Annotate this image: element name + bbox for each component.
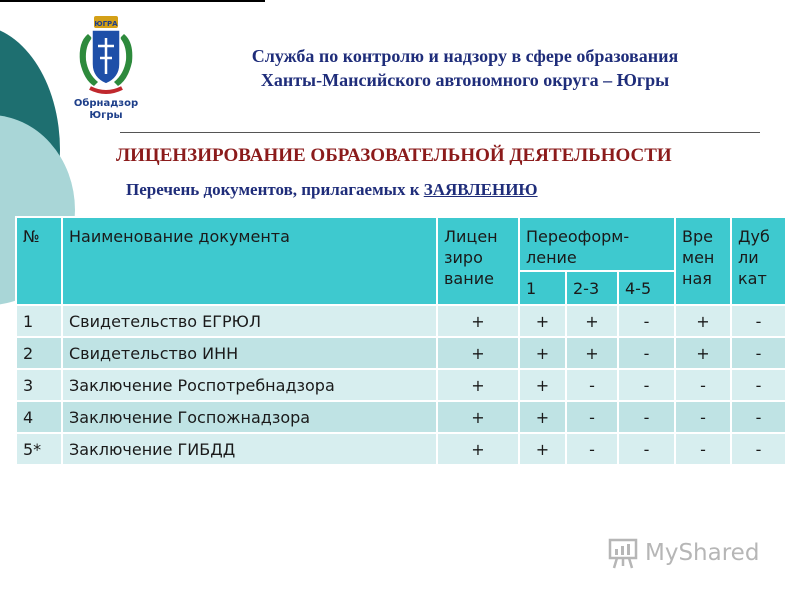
cell-licensing: +	[437, 305, 519, 337]
cell-reissue-4-5: -	[618, 433, 675, 465]
header-name: Наименование документа	[62, 217, 437, 305]
row-name: Заключение Госпожнадзора	[62, 401, 437, 433]
cell-reissue-4-5: -	[618, 369, 675, 401]
cell-reissue-4-5: -	[618, 305, 675, 337]
cell-reissue-2-3: +	[566, 337, 618, 369]
row-num: 4	[16, 401, 62, 433]
table-row	[16, 337, 786, 369]
cell-reissue-1: +	[519, 305, 566, 337]
table-row	[16, 305, 786, 337]
logo-caption-line1: Обрнадзор	[73, 98, 139, 109]
cell-reissue-2-3: -	[566, 401, 618, 433]
cell-licensing: +	[437, 337, 519, 369]
presentation-board-icon	[607, 536, 641, 570]
cell-duplicate: -	[731, 337, 786, 369]
subtitle-text: Перечень документов, прилагаемых к	[126, 180, 424, 199]
emblem-label: ЮГРА	[94, 20, 118, 28]
header-num: №	[16, 217, 62, 305]
row-num: 3	[16, 369, 62, 401]
cell-duplicate: -	[731, 305, 786, 337]
header-duplicate: Дуб ли кат	[731, 217, 786, 305]
logo	[66, 12, 146, 124]
row-name: Свидетельство ИНН	[62, 337, 437, 369]
cell-temporary: -	[675, 401, 731, 433]
header-reissue-sub-4-5: 4-5	[618, 271, 675, 305]
header-reissue: Переоформ-ление	[519, 217, 675, 271]
table-row	[16, 401, 786, 433]
page-title: ЛИЦЕНЗИРОВАНИЕ ОБРАЗОВАТЕЛЬНОЙ ДЕЯТЕЛЬНОСТИ	[116, 145, 672, 166]
cell-temporary: -	[675, 369, 731, 401]
header-temporary: Вре мен ная	[675, 217, 731, 305]
row-num: 1	[16, 305, 62, 337]
row-name: Заключение Роспотребнадзора	[62, 369, 437, 401]
header-reissue-sub-2-3: 2-3	[566, 271, 618, 305]
cell-reissue-1: +	[519, 369, 566, 401]
cell-reissue-2-3: +	[566, 305, 618, 337]
cell-reissue-2-3: -	[566, 433, 618, 465]
cell-temporary: +	[675, 305, 731, 337]
coat-of-arms-icon	[74, 12, 138, 98]
top-rule	[0, 0, 265, 2]
subtitle-link-text: ЗАЯВЛЕНИЮ	[423, 180, 538, 199]
org-name	[160, 44, 770, 92]
cell-temporary: +	[675, 337, 731, 369]
header-licensing: Лицен зиро вание	[437, 217, 519, 305]
org-line2: Ханты-Мансийского автономного округа – Югры	[260, 70, 670, 90]
separator-line	[120, 132, 760, 133]
table-row	[16, 433, 786, 465]
documents-table	[15, 216, 787, 466]
cell-licensing: +	[437, 433, 519, 465]
watermark-text: MyShared	[645, 540, 760, 566]
cell-duplicate: -	[731, 369, 786, 401]
cell-licensing: +	[437, 369, 519, 401]
cell-reissue-2-3: -	[566, 369, 618, 401]
cell-duplicate: -	[731, 433, 786, 465]
row-name: Заключение ГИБДД	[62, 433, 437, 465]
row-name: Свидетельство ЕГРЮЛ	[62, 305, 437, 337]
cell-duplicate: -	[731, 401, 786, 433]
cell-reissue-1: +	[519, 433, 566, 465]
page-subtitle	[126, 180, 538, 200]
cell-reissue-4-5: -	[618, 337, 675, 369]
watermark	[607, 536, 767, 572]
logo-caption-line2: Югры	[89, 110, 123, 121]
cell-reissue-1: +	[519, 337, 566, 369]
header-reissue-sub-1: 1	[519, 271, 566, 305]
row-num: 5*	[16, 433, 62, 465]
logo-caption	[66, 98, 146, 122]
row-num: 2	[16, 337, 62, 369]
table-row	[16, 369, 786, 401]
cell-licensing: +	[437, 401, 519, 433]
cell-reissue-1: +	[519, 401, 566, 433]
cell-reissue-4-5: -	[618, 401, 675, 433]
cell-temporary: -	[675, 433, 731, 465]
org-line1: Служба по контролю и надзору в сфере образования	[251, 46, 679, 66]
